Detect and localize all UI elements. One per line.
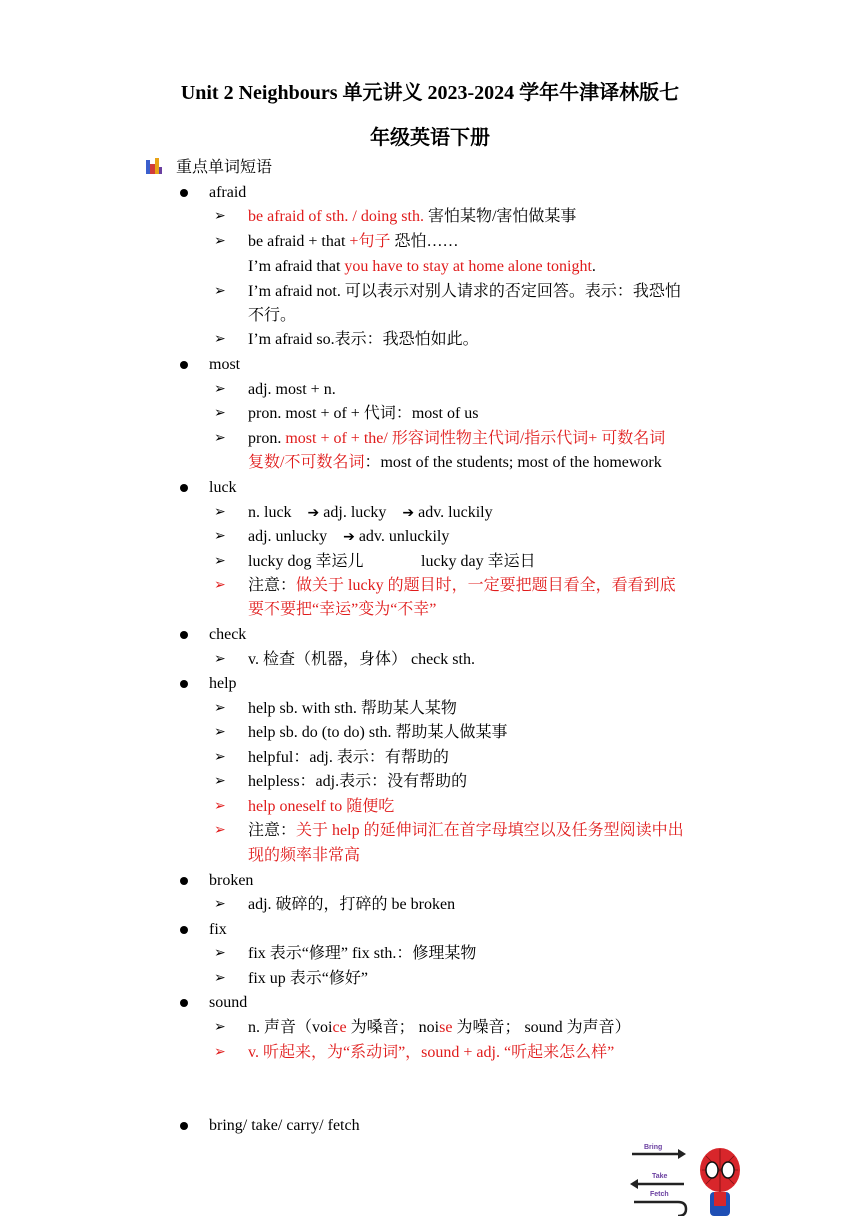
most-line-3: pron. most + of + the/ 形容词性物主代词/指示代词+ 可数名词	[248, 430, 666, 447]
arrow-bullet: ➢	[214, 750, 226, 765]
bullet-dot	[180, 361, 188, 369]
word-broken: broken	[209, 872, 254, 889]
word-sound: sound	[209, 994, 248, 1011]
bring-take-fetch-illustration	[628, 1140, 748, 1216]
word-luck: luck	[209, 479, 237, 496]
luck-line-3b: lucky day 幸运日	[421, 553, 536, 570]
arrow-bullet: ➢	[214, 234, 226, 249]
afraid-line-4b: 不行。	[248, 307, 297, 324]
afraid-line-2: be afraid + that +句子 恐怕……	[248, 233, 459, 250]
help-line-6: 注意：关于 help 的延伸词汇在首字母填空以及任务型阅读中出	[248, 822, 684, 839]
fix-line-2: fix up 表示“修好”	[248, 970, 368, 987]
arrow-bullet: ➢	[214, 799, 226, 814]
arrow-bullet: ➢	[214, 406, 226, 421]
arrow-bullet: ➢	[214, 1045, 226, 1060]
bullet-dot	[180, 1122, 188, 1130]
right-arrow-icon: ➔	[402, 505, 415, 521]
sound-line-1: n. 声音（voice 为嗓音； noise 为噪音； sound 为声音）	[248, 1019, 631, 1036]
arrow-bullet: ➢	[214, 578, 226, 593]
arrow-bullet: ➢	[214, 946, 226, 961]
afraid-line-4a: I’m afraid not. 可以表示对别人请求的否定回答。表示：我恐怕	[248, 283, 681, 300]
most-line-4: 复数/不可数名词：most of the students; most of the homework	[248, 454, 662, 471]
bullet-dot	[180, 680, 188, 688]
afraid-line-5: I’m afraid so.表示：我恐怕如此。	[248, 331, 479, 348]
page-title-line1: Unit 2 Neighbours 单元讲义 2023-2024 学年牛津译林版七	[180, 82, 680, 104]
books-icon	[146, 158, 162, 174]
afraid-line-3: I’m afraid that you have to stay at home alone tonight.	[248, 258, 596, 275]
sound-line-2: v. 听起来，为“系动词”，sound + adj. “听起来怎么样”	[248, 1044, 615, 1061]
arrow-bullet: ➢	[214, 774, 226, 789]
word-afraid: afraid	[209, 184, 247, 201]
arrow-bullet: ➢	[214, 332, 226, 347]
help-line-7: 现的频率非常高	[248, 847, 361, 864]
help-line-4: helpless：adj.表示：没有帮助的	[248, 773, 468, 790]
most-line-1: adj. most + n.	[248, 381, 336, 398]
arrow-bullet: ➢	[214, 382, 226, 397]
svg-text:Bring: Bring	[644, 1144, 663, 1151]
arrow-bullet: ➢	[214, 652, 226, 667]
arrow-bullet: ➢	[214, 701, 226, 716]
word-bring-take-carry-fetch: bring/ take/ carry/ fetch	[209, 1117, 360, 1134]
arrow-bullet: ➢	[214, 431, 226, 446]
arrow-bullet: ➢	[214, 209, 226, 224]
luck-line-3a: lucky dog 幸运儿	[248, 553, 364, 570]
broken-line-1: adj. 破碎的，打碎的 be broken	[248, 896, 456, 913]
arrow-bullet: ➢	[214, 725, 226, 740]
arrow-bullet: ➢	[214, 823, 226, 838]
arrow-bullet: ➢	[214, 284, 226, 299]
help-line-2: help sb. do (to do) sth. 帮助某人做某事	[248, 724, 508, 741]
afraid-line-1: be afraid of sth. / doing sth. 害怕某物/害怕做某事	[248, 208, 577, 225]
arrow-bullet: ➢	[214, 554, 226, 569]
bullet-dot	[180, 484, 188, 492]
arrow-bullet: ➢	[214, 529, 226, 544]
right-arrow-icon: ➔	[307, 505, 320, 521]
word-most: most	[209, 356, 241, 373]
svg-text:Fetch: Fetch	[650, 1191, 669, 1198]
arrow-bullet: ➢	[214, 1020, 226, 1035]
section-title: 重点单词短语	[176, 159, 273, 176]
luck-line-2: adj. unlucky ➔ adv. unluckily	[248, 528, 450, 545]
check-line-1: v. 检查（机器，身体） check sth.	[248, 651, 475, 668]
luck-line-1: n. luck ➔ adj. lucky ➔ adv. luckily	[248, 504, 493, 521]
word-fix: fix	[209, 921, 227, 938]
most-line-2: pron. most + of + 代词：most of us	[248, 405, 479, 422]
help-line-1: help sb. with sth. 帮助某人某物	[248, 700, 457, 717]
right-arrow-icon: ➔	[343, 529, 355, 545]
fix-line-1: fix 表示“修理” fix sth.：修理某物	[248, 945, 477, 962]
bullet-dot	[180, 926, 188, 934]
arrow-bullet: ➢	[214, 897, 226, 912]
svg-text:Take: Take	[652, 1173, 668, 1180]
help-line-5: help oneself to 随便吃	[248, 798, 395, 815]
arrow-bullet: ➢	[214, 971, 226, 986]
word-help: help	[209, 675, 237, 692]
luck-line-5: 要不要把“幸运”变为“不幸”	[248, 601, 437, 618]
section-heading	[146, 158, 272, 178]
bullet-dot	[180, 999, 188, 1007]
bullet-dot	[180, 877, 188, 885]
luck-line-4: 注意：做关于 lucky 的题目时，一定要把题目看全，看看到底	[248, 577, 676, 594]
help-line-3: helpful：adj. 表示：有帮助的	[248, 749, 449, 766]
bullet-dot	[180, 631, 188, 639]
word-check: check	[209, 626, 247, 643]
page-title-line2: 年级英语下册	[370, 127, 490, 149]
bullet-dot	[180, 189, 188, 197]
arrow-bullet: ➢	[214, 505, 226, 520]
